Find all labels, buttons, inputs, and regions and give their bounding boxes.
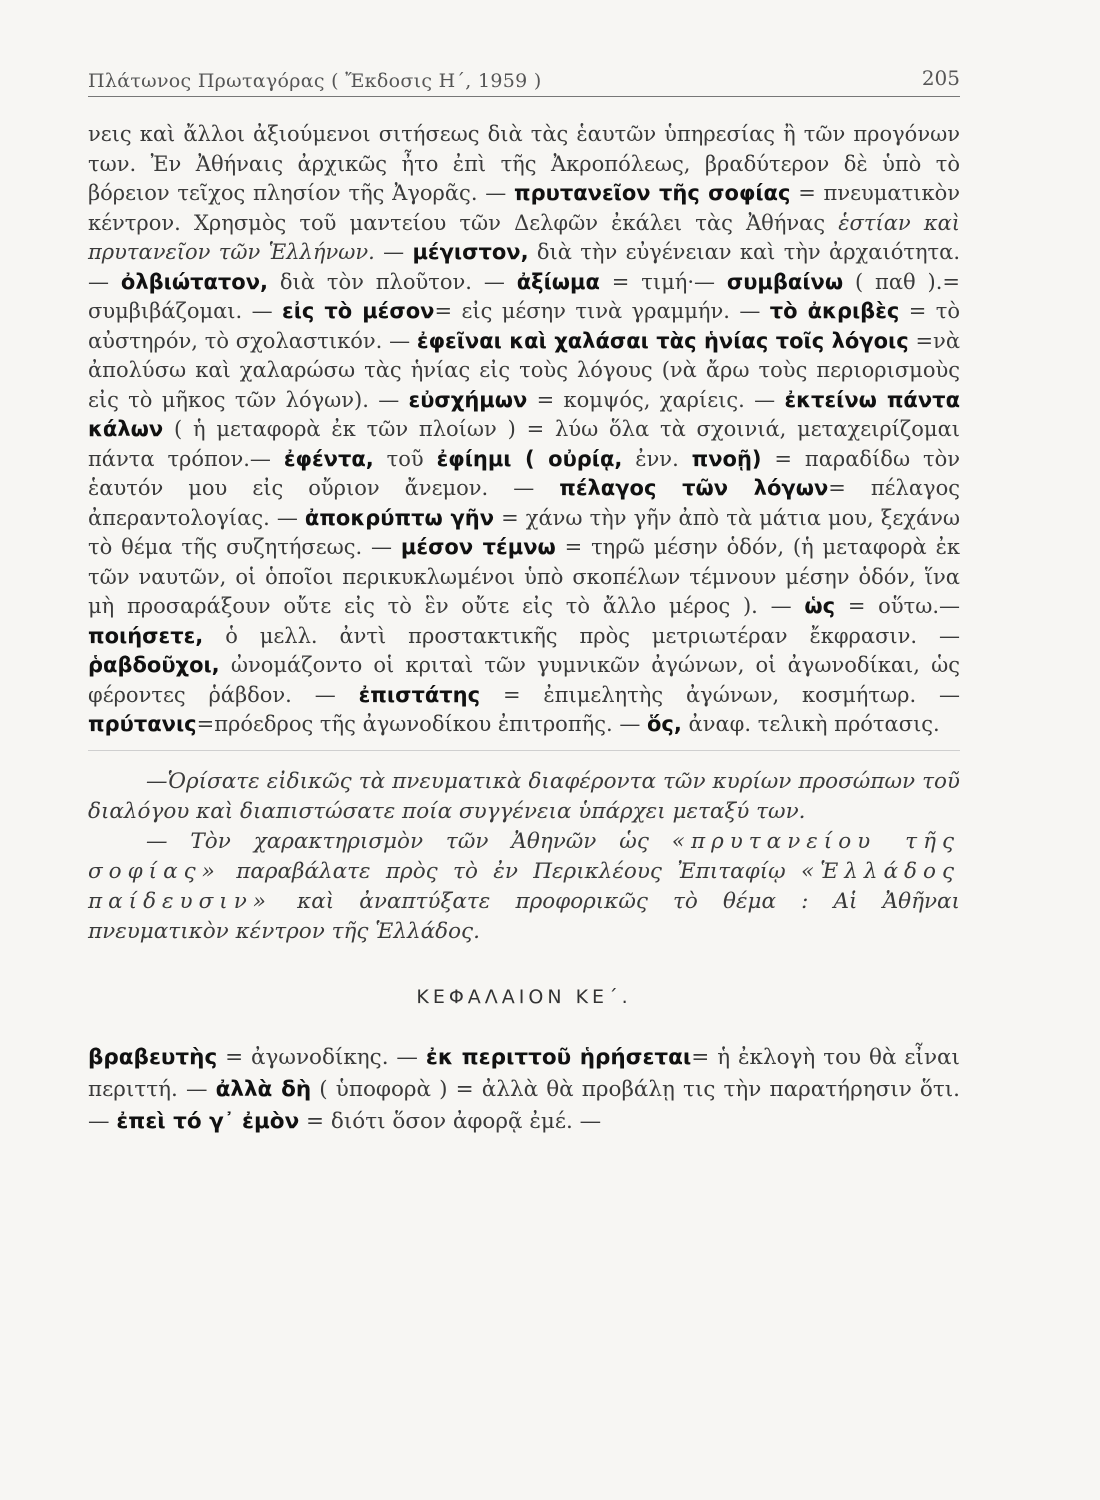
gloss-text: = ἐπιμελητὴς ἀγώνων, κοσμήτωρ. — — [480, 682, 960, 707]
gloss-text: ἐνν. — [622, 446, 692, 471]
separator-line — [88, 750, 960, 751]
gloss-text: διὰ τὴν εὐγένειαν καὶ τὴν ἀρχαιότητα.— — [88, 240, 961, 294]
gloss-text: — — [374, 240, 413, 264]
gloss-text: = παραδίδω τὸν ἑαυτόν μου εἰς οὔριον ἄνεμον. — — [88, 446, 960, 500]
gloss-text: ( ἡ μεταφορὰ ἐκ τῶν πλοίων ) = λύω ὅλα τὰ σχοινιά, μεταχειρίζομαι πάντα τρόπον.— — [88, 417, 960, 471]
gloss-text: = τιμή·— — [599, 269, 727, 294]
gloss-text: = ἡ ἐκλογὴ του θὰ εἶναι περιττή. — — [88, 1045, 960, 1102]
headword: ῥαβδοῦχοι, — [88, 653, 220, 677]
gloss-text: τοῦ — [373, 446, 437, 471]
headword: ἐφέντα, — [283, 446, 374, 471]
headword: ποιήσετε, — [88, 623, 204, 648]
gloss-text: = εἰς μέσην τινὰ γραμμήν. — — [434, 299, 770, 323]
headword: ὡς — [804, 594, 836, 618]
gloss-text: ( παθ ).= συμβιβάζομαι. — — [88, 269, 961, 323]
chapter-paragraph — [88, 1042, 960, 1138]
question-2-part: καὶ ἀναπτύξατε προφορικῶς τὸ θέμα : Αἱ Ἀθῆναι πνευματικὸν κέντρον τῆς Ἑλλάδος. — [88, 888, 960, 944]
gloss-text: νεις καὶ ἄλλοι ἀξιούμενοι σιτήσεως διὰ τὰς ἑαυτῶν ὑπηρεσίας ἢ τῶν προγόνων των. Ἐν Ἀθήναις ἀρχικῶς ἦτο ἐπὶ τῆς Ἀκροπόλεως, βραδύτερον δὲ ὑπὸ τὸ βόρειον τεῖχος πλησίον τῆς Ἀγορᾶς. — — [88, 122, 960, 205]
headword: μέγιστον, — [412, 240, 529, 264]
running-title: Πλάτωνος Πρωταγόρας ( Ἔκδοσις Η΄, 1959 ) — [88, 70, 542, 92]
headword: ἐφεῖναι καὶ χαλάσαι τὰς ἡνίας τοῖς λόγοις — [416, 328, 909, 353]
headword: ἐπεὶ τό γ᾽ ἐμὸν — [116, 1109, 300, 1134]
gloss-text: = διότι ὅσον ἀφορᾷ ἐμέ. — — [299, 1109, 602, 1134]
gloss-text: ἀναφ. τελικὴ πρότασις. — [681, 712, 940, 736]
question-1: —Ὁρίσατε εἰδικῶς τὰ πνευματικὰ διαφέροντα τῶν κυρίων προσώπων τοῦ διαλόγου καὶ διαπιστώσατε ποία συγγένεια ὑπάρχει μεταξύ των. — [88, 768, 960, 824]
headword: συμβαίνω — [726, 269, 844, 294]
headword: εἰς τὸ μέσον — [282, 299, 435, 323]
gloss-text: ὠνομάζοντο οἱ κριταὶ τῶν γυμνικῶν ἀγώνων, οἱ ἀγωνοδίκαι, ὡς φέροντες ῥάβδον. — — [88, 653, 960, 707]
headword: πρύτανις — [88, 712, 197, 736]
gloss-text: = οὕτω.— — [835, 594, 960, 618]
gloss-text: διὰ τὸν πλοῦτον. — — [268, 269, 517, 294]
headword: πνοῇ) — [691, 446, 762, 471]
commentary-paragraph — [88, 120, 960, 740]
study-questions — [88, 767, 960, 947]
gloss-text: = τηρῶ μέσην ὁδόν, (ἡ μεταφορὰ ἐκ τῶν ναυτῶν, οἱ ὁποῖοι περικυκλωμένοι ὑπὸ σκοπέλων τέμνουν μέσην ὁδόν, ἵνα μὴ προσαράξουν οὔτε εἰς τὸ ἓν οὔτε εἰς τὸ ἄλλο μέρος ). — — [88, 535, 960, 618]
headword: μέσον τέμνω — [400, 535, 556, 559]
gloss-text: = χάνω τὴν γῆν ἀπὸ τὰ μάτια μου, ξεχάνω τὸ θέμα τῆς συζητήσεως. — — [88, 505, 961, 559]
gloss-text: = πέλαγος ἀπεραντολογίας. — — [88, 476, 960, 530]
headword: πρυτανεῖον τῆς σοφίας — [514, 181, 791, 205]
headword: τὸ ἀκριβὲς — [769, 299, 900, 323]
quotation: ἑστίαν καὶ πρυτανεῖον τῶν Ἑλλήνων. — [88, 210, 960, 264]
headword: ἐφίημι ( οὐρίᾳ, — [436, 446, 623, 471]
gloss-text: = ἀγωνοδίκης. — — [217, 1045, 426, 1070]
headword: πέλαγος τῶν λόγων — [559, 476, 829, 500]
headword: ἐκ περιττοῦ ἡρήσεται — [425, 1045, 692, 1070]
question-2-part: — Τὸν χαρακτηρισμὸν τῶν Ἀθηνῶν ὡς — [146, 828, 672, 854]
headword: εὐσχήμων — [408, 387, 528, 412]
headword: ἐπιστάτης — [358, 682, 481, 707]
gloss-text: = τὸ αὐστηρόν, τὸ σχολαστικόν. — — [88, 299, 961, 353]
headword: ἀξίωμα — [516, 269, 600, 294]
gloss-text: ( ὑποφορὰ ) = ἀλλὰ θὰ προβάλῃ τις τὴν παρατήρησιν ὅτι. — — [88, 1077, 960, 1134]
headword: ἀποκρύπτω γῆν — [304, 505, 495, 530]
gloss-text: ὁ μελλ. ἀντὶ προστακτικῆς πρὸς μετριωτέραν ἔκφρασιν. — — [203, 623, 960, 648]
chapter-heading: ΚΕΦΑΛΑΙΟΝ ΚΕ΄. — [416, 985, 632, 1008]
headword: ὀλβιώτατον, — [120, 269, 269, 294]
gloss-text: =νὰ ἀπολύσω καὶ χαλαρώσω τὰς ἡνίας εἰς τοὺς λόγους (νὰ ἄρω τοὺς περιορισμοὺς εἰς τὸ μῆκος τῶν λόγων). — — [88, 328, 961, 412]
quote-prytaneion: «πρυτανείου τῆς σοφίας» — [88, 828, 960, 884]
running-header — [88, 64, 960, 97]
headword: ἀλλὰ δὴ — [215, 1077, 312, 1102]
gloss-text: =πρόεδρος τῆς ἀγωνοδίκου ἐπιτροπῆς. — — [196, 712, 647, 736]
question-2 — [88, 827, 960, 947]
page-body — [88, 120, 960, 1138]
gloss-text: = κομψός, χαρίεις. — — [527, 387, 785, 412]
question-2-part: παραβάλατε πρὸς τὸ ἐν Περικλέους Ἐπιταφίῳ — [220, 858, 802, 884]
page-number: 205 — [921, 66, 960, 90]
gloss-text: = πνευματικὸν κέντρον. Χρησμὸς τοῦ μαντείου τῶν Δελφῶν ἐκάλει τὰς Ἀθήνας — [88, 181, 960, 235]
headword: ἐκτείνω πάντα κάλων — [88, 387, 960, 441]
headword: βραβευτὴς — [88, 1045, 218, 1070]
quote-paideusis: «Ἑλλάδος παίδευσιν» — [88, 858, 960, 914]
headword: ὅς, — [647, 712, 682, 736]
